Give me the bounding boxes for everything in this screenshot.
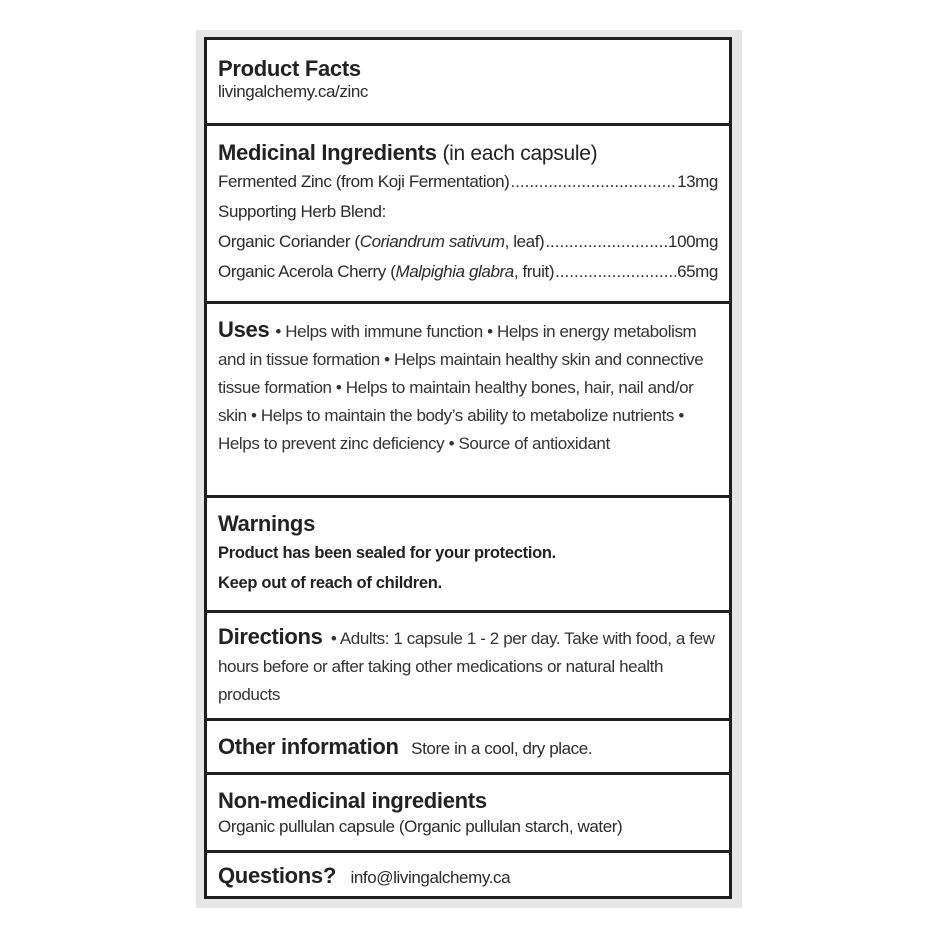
ingredient-row-zinc xyxy=(218,167,718,197)
product-facts-title: Product Facts xyxy=(218,56,361,81)
ingredient-amount: 100mg xyxy=(668,232,718,251)
other-information-text: Store in a cool, dry place. xyxy=(411,739,593,758)
uses-title: Uses xyxy=(218,317,270,342)
uses-text: • Helps with immune function • Helps in energy metabolism and in tissue formation • Helps maintain healthy skin and connective tissue formation • Helps to maintain healthy bones, hair, nail and/or skin • Helps to maintain the body’s ability to metabolize nutrients • Helps to prevent zinc deficiency • Source of antioxidant xyxy=(218,322,704,453)
directions-title: Directions xyxy=(218,624,323,649)
contact-email: info@livingalchemy.ca xyxy=(350,868,511,887)
leader-dots xyxy=(545,227,667,257)
directions-paragraph xyxy=(218,623,718,709)
latin-name: Malpighia glabra xyxy=(395,262,514,281)
latin-name: Coriandrum sativum xyxy=(359,232,505,251)
medicinal-ingredients-subtitle: (in each capsule) xyxy=(442,142,598,165)
directions-text: • Adults: 1 capsule 1 - 2 per day. Take with food, a few hours before or after taking other medications or natural health products xyxy=(218,629,715,704)
ingredient-row-coriander xyxy=(218,227,718,257)
ingredient-amount: 13mg xyxy=(677,172,718,191)
other-information-section xyxy=(207,721,729,775)
medicinal-ingredients-heading xyxy=(218,140,718,167)
questions-title: Questions? xyxy=(218,863,337,888)
ingredient-row-acerola xyxy=(218,257,718,287)
ingredient-name: Organic Coriander (Coriandrum sativum, leaf) xyxy=(218,232,545,251)
product-url: livingalchemy.ca/zinc xyxy=(218,82,369,101)
warning-line-children: Keep out of reach of children. xyxy=(218,574,442,592)
non-medicinal-text: Organic pullulan capsule (Organic pullulan starch, water) xyxy=(218,817,623,836)
medicinal-ingredients-section xyxy=(207,126,729,304)
warning-line-sealed: Product has been sealed for your protection. xyxy=(218,544,556,562)
product-facts-section xyxy=(207,40,729,126)
ingredient-amount: 65mg xyxy=(677,262,718,281)
uses-paragraph xyxy=(218,316,718,458)
questions-section xyxy=(207,853,729,899)
non-medicinal-section xyxy=(207,775,729,853)
directions-section xyxy=(207,613,729,721)
uses-section xyxy=(207,304,729,498)
ingredient-name: Organic Acerola Cherry (Malpighia glabra, fruit) xyxy=(218,262,555,281)
leader-dots xyxy=(555,257,676,287)
ingredient-name: Fermented Zinc (from Koji Fermentation) xyxy=(218,172,510,191)
herb-blend-label: Supporting Herb Blend: xyxy=(218,202,386,221)
other-information-title: Other information xyxy=(218,734,399,759)
leader-dots xyxy=(510,167,676,197)
product-facts-panel xyxy=(204,37,732,899)
warnings-section xyxy=(207,498,729,613)
warnings-title: Warnings xyxy=(218,511,316,536)
medicinal-ingredients-title: Medicinal Ingredients xyxy=(218,140,437,165)
non-medicinal-title: Non-medicinal ingredients xyxy=(218,788,487,813)
